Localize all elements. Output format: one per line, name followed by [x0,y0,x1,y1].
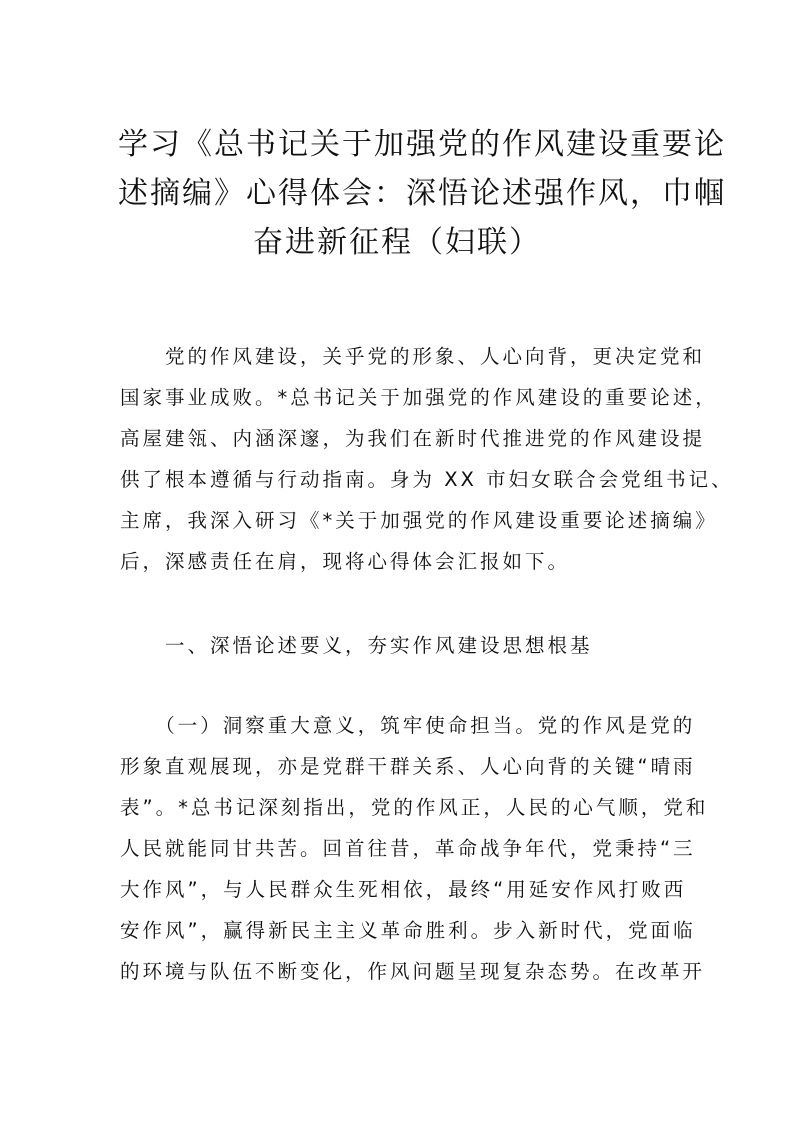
text-line: 形象直观展现，亦是党群干群关系、人心向背的关键“晴雨 [120,755,696,778]
section-heading-text: 一、深悟论述要义，夯实作风建设思想根基 [120,634,593,657]
text-line: 大作风”，与人民群众生死相依，最终“用延安作风打败西 [120,878,687,901]
document-title [118,120,726,267]
intro-paragraph [120,336,734,582]
text-line: 党的作风建设，关乎党的形象、人心向背，更决定党和 [120,345,706,368]
text-line: 高屋建瓴、内涵深邃，为我们在新时代推进党的作风建设提 [120,427,706,450]
text-line: 后，深感责任在肩，现将心得体会汇报如下。 [120,550,571,573]
text-line: 安作风”，赢得新民主主义革命胜利。步入新时代，党面临 [120,919,696,942]
section-heading [120,625,676,666]
text-line: 人民就能同甘共苦。回首往昔，革命战争年代，党秉持“三 [120,837,696,860]
text-line: （一）洞察重大意义，筑牢使命担当。党的作风是党的 [120,714,696,737]
text-line: 表”。*总书记深刻指出，党的作风正，人民的心气顺，党和 [120,796,709,819]
subsection-paragraph [120,705,709,992]
text-line: 国家事业成败。*总书记关于加强党的作风建设的重要论述， [120,386,718,409]
title-line-3: 奋进新征程（妇联） [253,225,541,260]
text-line: 主席，我深入研习《*关于加强党的作风建设重要论述摘编》 [120,509,718,532]
text-line: 的环境与队伍不断变化，作风问题呈现复杂态势。在改革开 [120,960,706,983]
title-line-1: 学习《总书记关于加强党的作风建设重要论 [118,127,726,162]
text-line: 供了根本遵循与行动指南。身为 XX 市妇女联合会党组书记、 [120,468,734,491]
title-line-2: 述摘编》心得体会：深悟论述强作风，巾帼 [118,176,726,211]
